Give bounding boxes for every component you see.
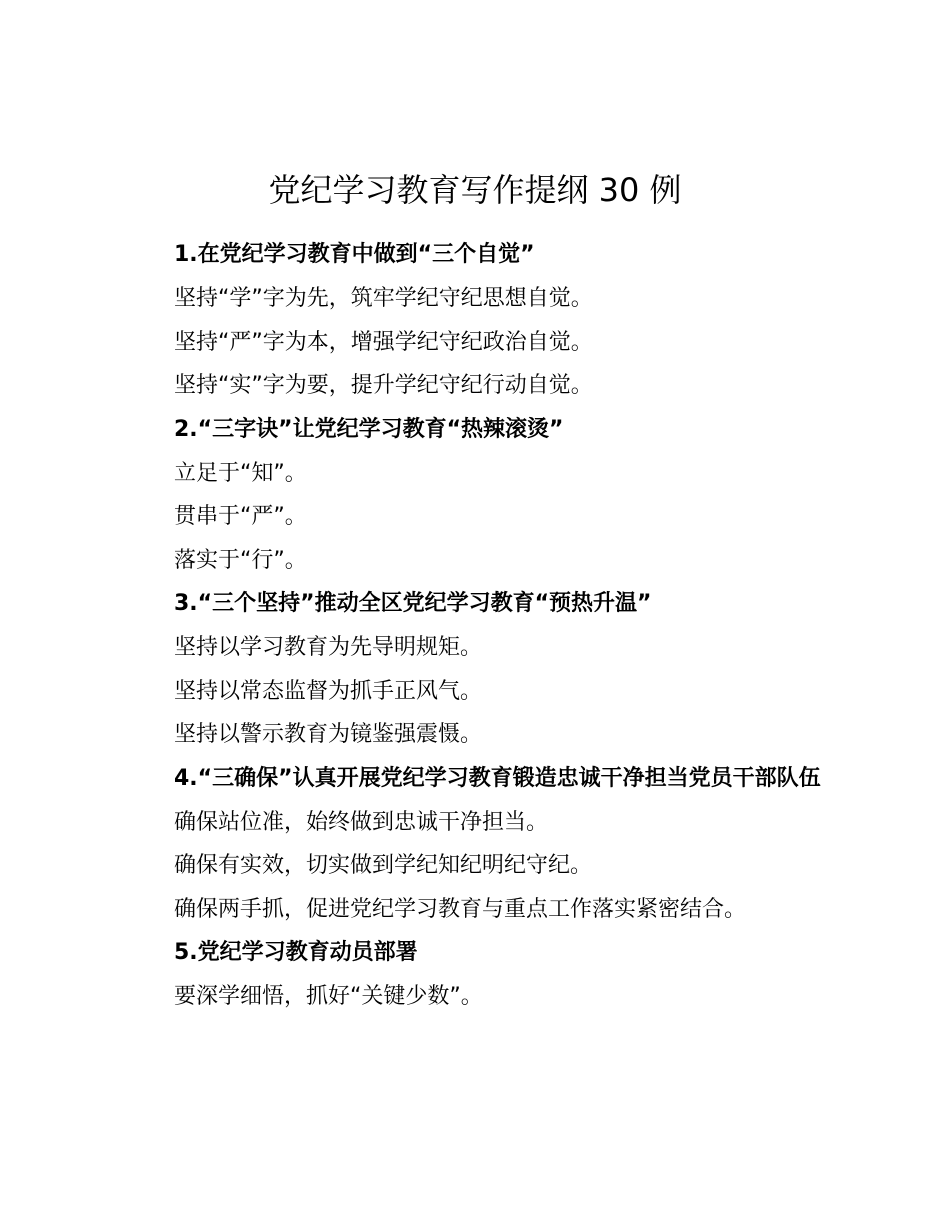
- section-item: 确保有实效，切实做到学纪知纪明纪守纪。: [174, 853, 593, 878]
- section-item: 确保站位准，始终做到忠诚干净担当。: [174, 809, 549, 835]
- section-2: [124, 408, 834, 583]
- section-1: [124, 233, 834, 408]
- section-item: 坚持以警示教育为镜鉴强震慑。: [174, 722, 483, 747]
- section-item: 确保两手抓，促进党纪学习教育与重点工作落实紧密结合。: [174, 896, 747, 922]
- section-heading: 3.“三个坚持”推动全区党纪学习教育“预热升温”: [174, 591, 652, 616]
- section-item: 要深学细悟，抓好“关键少数”。: [174, 984, 483, 1009]
- section-heading: 1.在党纪学习教育中做到“三个自觉”: [174, 242, 535, 267]
- section-5: [124, 931, 834, 1019]
- section-item: 落实于“行”。: [174, 547, 307, 573]
- section-item: 坚持以常态监督为抓手正风气。: [174, 678, 483, 704]
- section-heading: 2.“三字诀”让党纪学习教育“热辣滚烫”: [174, 416, 564, 442]
- section-item: 坚持以学习教育为先导明规矩。: [174, 635, 483, 660]
- section-item: 贯串于“严”。: [174, 504, 307, 529]
- section-4: [124, 757, 834, 932]
- document-body: [124, 233, 834, 1019]
- section-3: [124, 582, 834, 757]
- section-item: 坚持“学”字为先，筑牢学纪守纪思想自觉。: [174, 286, 593, 311]
- section-heading: 5.党纪学习教育动员部署: [174, 940, 418, 965]
- section-item: 立足于“知”。: [174, 460, 307, 486]
- section-heading: 4.“三确保”认真开展党纪学习教育锻造忠诚干净担当党员干部队伍: [174, 765, 821, 791]
- section-item: 坚持“严”字为本，增强学纪守纪政治自觉。: [174, 329, 593, 355]
- section-item: 坚持“实”字为要，提升学纪守纪行动自觉。: [174, 373, 593, 398]
- document-title: 党纪学习教育写作提纲 30 例: [268, 171, 682, 209]
